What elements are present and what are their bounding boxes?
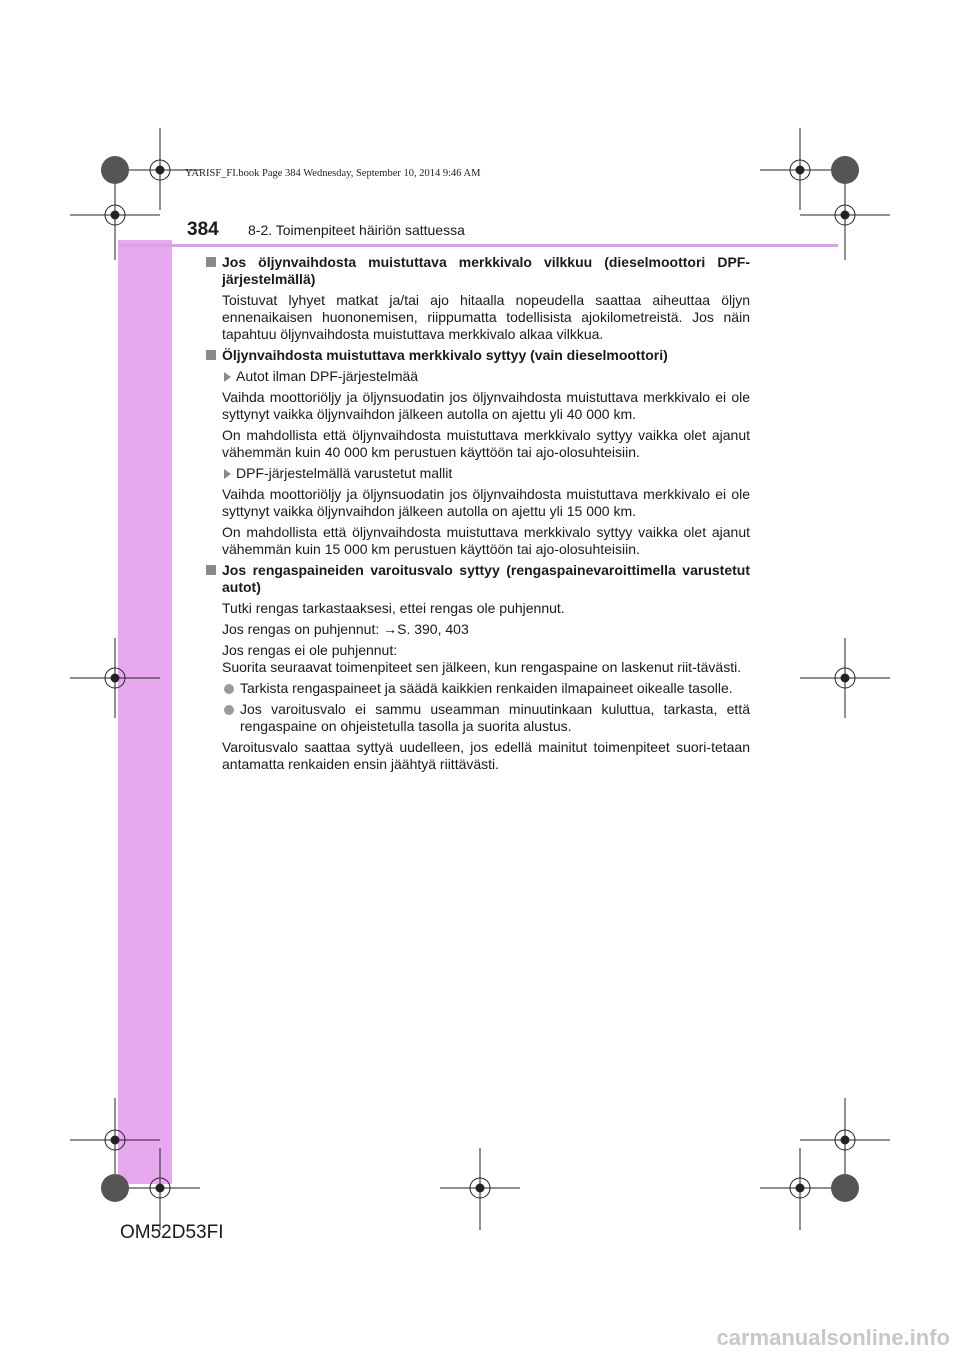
- registration-mark-icon: [800, 1098, 890, 1180]
- registration-mark-icon: [760, 128, 840, 210]
- registration-mark-icon: [800, 638, 890, 718]
- starburst-mark-icon: [831, 156, 859, 184]
- paragraph: Vaihda moottoriöljy ja öljynsuodatin jos öljynvaihdosta muistuttava merkkivalo ei ole syttynyt vaikka öljynvaihdon jälkeen autolla on ajettu yli 15 000 km.: [222, 486, 750, 519]
- starburst-mark-icon: [831, 1174, 859, 1202]
- registration-mark-icon: [70, 1098, 160, 1180]
- registration-mark-icon: [120, 1148, 200, 1230]
- list-item-text: Jos varoitusvalo ei sammu useamman minuutinkaan kuluttua, tarkasta, että rengaspaine on ohjeistetulla tasolla ja suorita alustus.: [240, 701, 750, 734]
- paragraph: On mahdollista että öljynvaihdosta muistuttava merkkivalo syttyy vaikka olet ajanut vähemmän kuin 40 000 km perustuen käyttöön tai ajo-olosuhteisiin.: [222, 427, 750, 460]
- paragraph-line: Jos rengas ei ole puhjennut:: [222, 642, 398, 658]
- registration-mark-icon: [760, 1148, 840, 1230]
- paragraph: Tutki rengas tarkastaaksesi, ettei rengas ole puhjennut.: [222, 600, 565, 616]
- starburst-mark-icon: [101, 156, 129, 184]
- section-title: 8-2. Toimenpiteet häiriön sattuessa: [248, 222, 465, 238]
- starburst-mark-icon: [101, 1174, 129, 1202]
- registration-mark-icon: [440, 1148, 520, 1230]
- paragraph: On mahdollista että öljynvaihdosta muistuttava merkkivalo syttyy vaikka olet ajanut vähemmän kuin 15 000 km perustuen käyttöön tai ajo-olosuhteisiin.: [222, 524, 750, 557]
- paragraph: Vaihda moottoriöljy ja öljynsuodatin jos öljynvaihdosta muistuttava merkkivalo ei ole syttynyt vaikka öljynvaihdon jälkeen autolla on ajettu yli 40 000 km.: [222, 389, 750, 422]
- paragraph-line: Suorita seuraavat toimenpiteet sen jälkeen, kun rengaspaine on laskenut riit-tävästi.: [222, 659, 742, 675]
- book-info: YARISF_FI.book Page 384 Wednesday, September 10, 2014 9:46 AM: [185, 168, 481, 179]
- list-item-text: Tarkista rengaspaineet ja säädä kaikkien renkaiden ilmapaineet oikealle tasolle.: [240, 680, 733, 696]
- page-number: 384: [187, 219, 219, 240]
- heading-text: Öljynvaihdosta muistuttava merkkivalo syttyy (vain dieselmoottori): [222, 347, 668, 363]
- sub-heading-text: DPF-järjestelmällä varustetut mallit: [236, 465, 453, 481]
- paragraph: Varoitusvalo saattaa syttyä uudelleen, jos edellä mainitut toimenpiteet suori-tetaan antamatta renkaiden ensin jäähtyä riittävästi.: [222, 739, 750, 772]
- registration-mark-icon: [120, 128, 200, 210]
- heading-text: Jos öljynvaihdosta muistuttava merkkivalo vilkkuu (dieselmoottori DPF-järjestelmällä): [222, 254, 750, 287]
- document-code: OM52D53FI: [120, 1222, 224, 1243]
- sub-heading-text: Autot ilman DPF-järjestelmää: [236, 368, 419, 384]
- paragraph: Toistuvat lyhyet matkat ja/tai ajo hitaalla nopeudella saattaa aiheuttaa öljyn ennenaikaisen huononemisen, riippumatta todellisista ajokilometreistä. Jos näin tapahtuu öljynvaihdosta muistuttava merkkivalo alkaa vilkkua.: [222, 292, 750, 342]
- page-reference: Jos rengas on puhjennut: →S. 390, 403: [222, 621, 469, 637]
- registration-mark-icon: [70, 638, 160, 718]
- watermark: carmanualsonline.info: [716, 1325, 950, 1350]
- heading-text: Jos rengaspaineiden varoitusvalo syttyy (rengaspainevaroittimella varustetut autot): [222, 562, 750, 595]
